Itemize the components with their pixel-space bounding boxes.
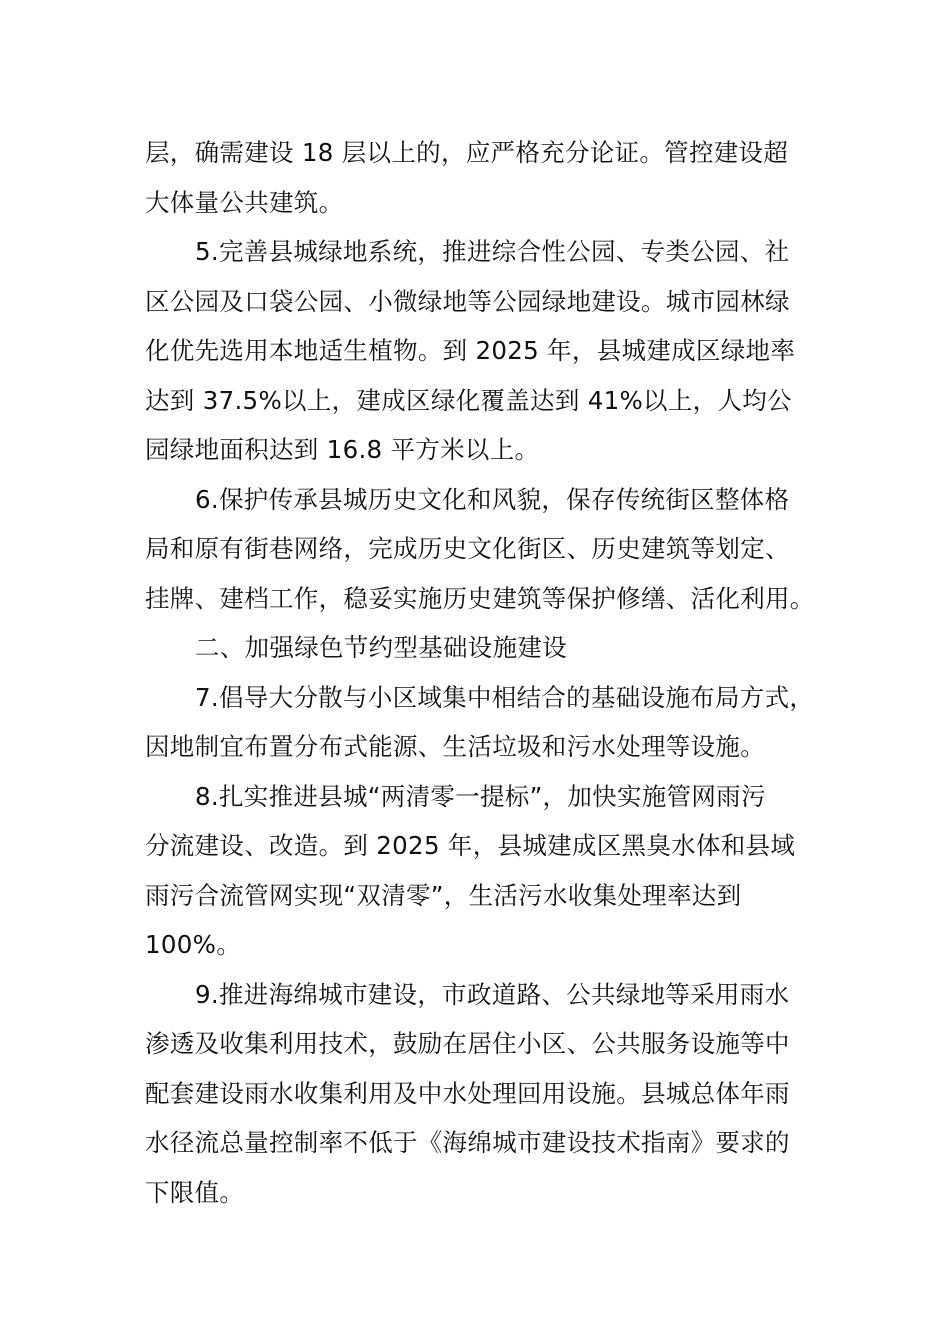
text-line: 局和原有街巷网络，完成历史文化街区、历史建筑等划定、 xyxy=(145,534,790,563)
text-line: 分流建设、改造。到 2025 年，县城建成区黑臭水体和县域 xyxy=(145,831,796,860)
text-line: 下限值。 xyxy=(145,1177,245,1207)
paragraph-start-line: 8.扎实推进县城“两清零一提标”，加快实施管网雨污 xyxy=(195,781,766,811)
text-line: 因地制宜布置分布式能源、生活垃圾和污水处理等设施。 xyxy=(145,732,765,761)
text-line: 挂牌、建档工作，稳妥实施历史建筑等保护修缮、活化利用。 xyxy=(145,583,815,613)
text-line: 化优先选用本地适生植物。到 2025 年，县城建成区绿地率 xyxy=(145,336,796,365)
text-line: 渗透及收集利用技术，鼓励在居住小区、公共服务设施等中 xyxy=(145,1029,790,1058)
paragraph-start-line: 7.倡导大分散与小区域集中相结合的基础设施布局方式， xyxy=(195,682,815,712)
text-line: 大体量公共建筑。 xyxy=(145,187,344,217)
text-line: 水径流总量控制率不低于《海绵城市建设技术指南》要求的 xyxy=(145,1128,790,1157)
text-line: 配套建设雨水收集利用及中水处理回用设施。县城总体年雨 xyxy=(145,1078,790,1108)
paragraph-start-line: 6.保护传承县城历史文化和风貌，保存传统街区整体格 xyxy=(195,484,790,514)
text-line: 100%。 xyxy=(145,930,242,959)
document-body xyxy=(145,128,825,1217)
text-line: 达到 37.5%以上，建成区绿化覆盖达到 41%以上，人均公 xyxy=(145,385,792,415)
text-line: 园绿地面积达到 16.8 平方米以上。 xyxy=(145,435,540,464)
paragraph-start-line: 9.推进海绵城市建设，市政道路、公共绿地等采用雨水 xyxy=(195,979,790,1009)
text-line: 区公园及口袋公园、小微绿地等公园绿地建设。城市园林绿 xyxy=(145,286,790,316)
text-line: 层，确需建设 18 层以上的，应严格充分论证。管控建设超 xyxy=(145,138,789,167)
paragraph-start-line: 5.完善县城绿地系统，推进综合性公园、专类公园、社 xyxy=(195,237,790,266)
text-line: 雨污合流管网实现“双清零”，生活污水收集处理率达到 xyxy=(145,880,742,910)
section-heading: 二、加强绿色节约型基础设施建设 xyxy=(195,633,567,662)
